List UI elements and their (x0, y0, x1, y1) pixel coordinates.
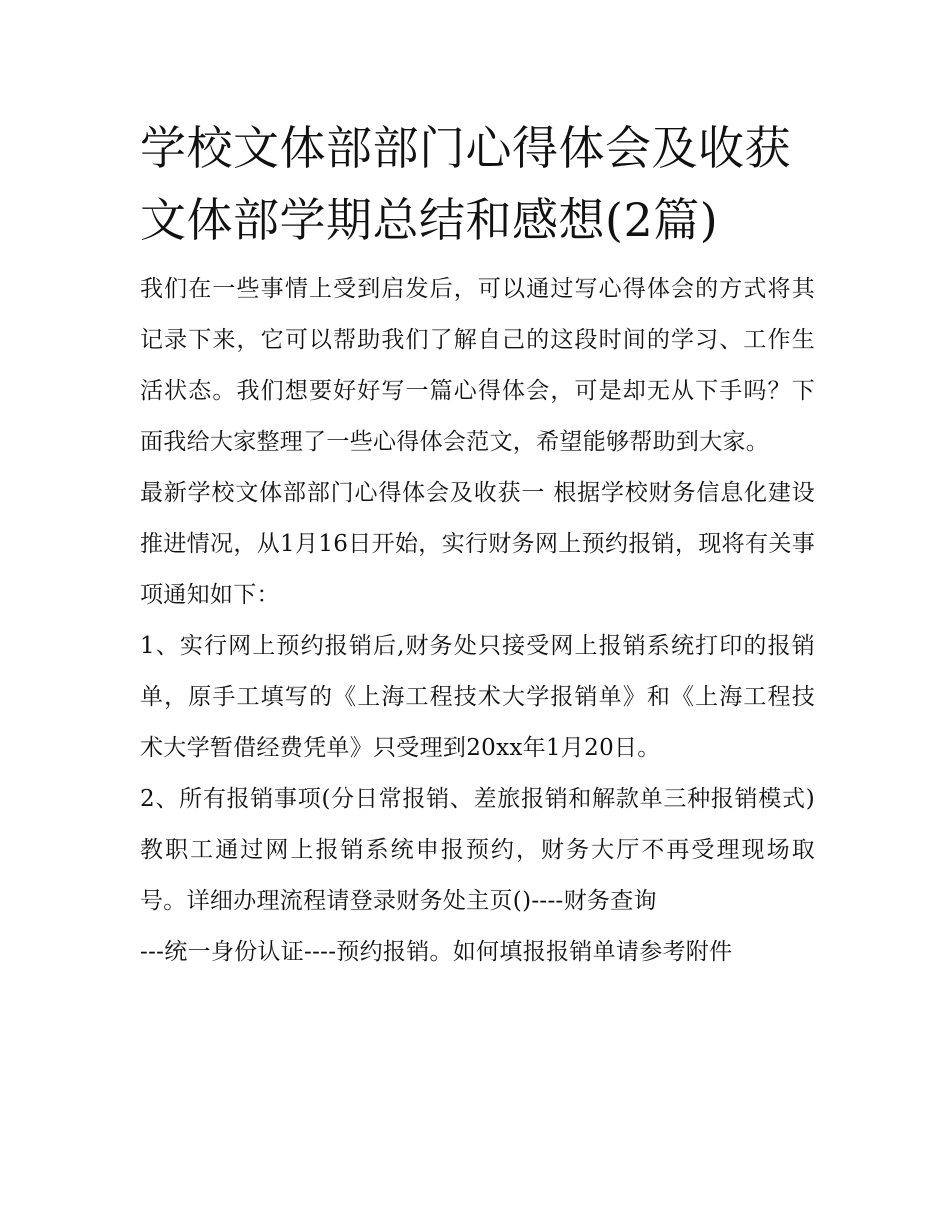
intro-paragraph: 我们在一些事情上受到启发后，可以通过写心得体会的方式将其记录下来，它可以帮助我们了解自己的这段时间的学习、工作生活状态。我们想要好好写一篇心得体会，可是却无从下手吗？下面我给大家整理了一些心得体会范文，希望能够帮助到大家。 (140, 276, 815, 455)
item-two-continued-paragraph: ---统一身份认证----预约报销。如何填报报销单请参考附件 (140, 939, 733, 965)
section-one-intro-paragraph: 最新学校文体部部门心得体会及收获一 根据学校财务信息化建设推进情况，从1月16日开始，实行财务网上预约报销，现将有关事项通知如下： (140, 480, 815, 608)
document-title: 学校文体部部门心得体会及收获 文体部学期总结和感想(2篇) (140, 121, 791, 247)
item-two-paragraph: 2、所有报销事项(分日常报销、差旅报销和解款单三种报销模式)教职工通过网上报销系统申报预约，财务大厅不再受理现场取号。详细办理流程请登录财务处主页()----财务查询 (140, 786, 815, 914)
document-body (140, 112, 815, 978)
item-one-paragraph: 1、实行网上预约报销后,财务处只接受网上报销系统打印的报销单，原手工填写的《上海工程技术大学报销单》和《上海工程技术大学暂借经费凭单》只受理到20xx年1月20日。 (140, 633, 815, 761)
